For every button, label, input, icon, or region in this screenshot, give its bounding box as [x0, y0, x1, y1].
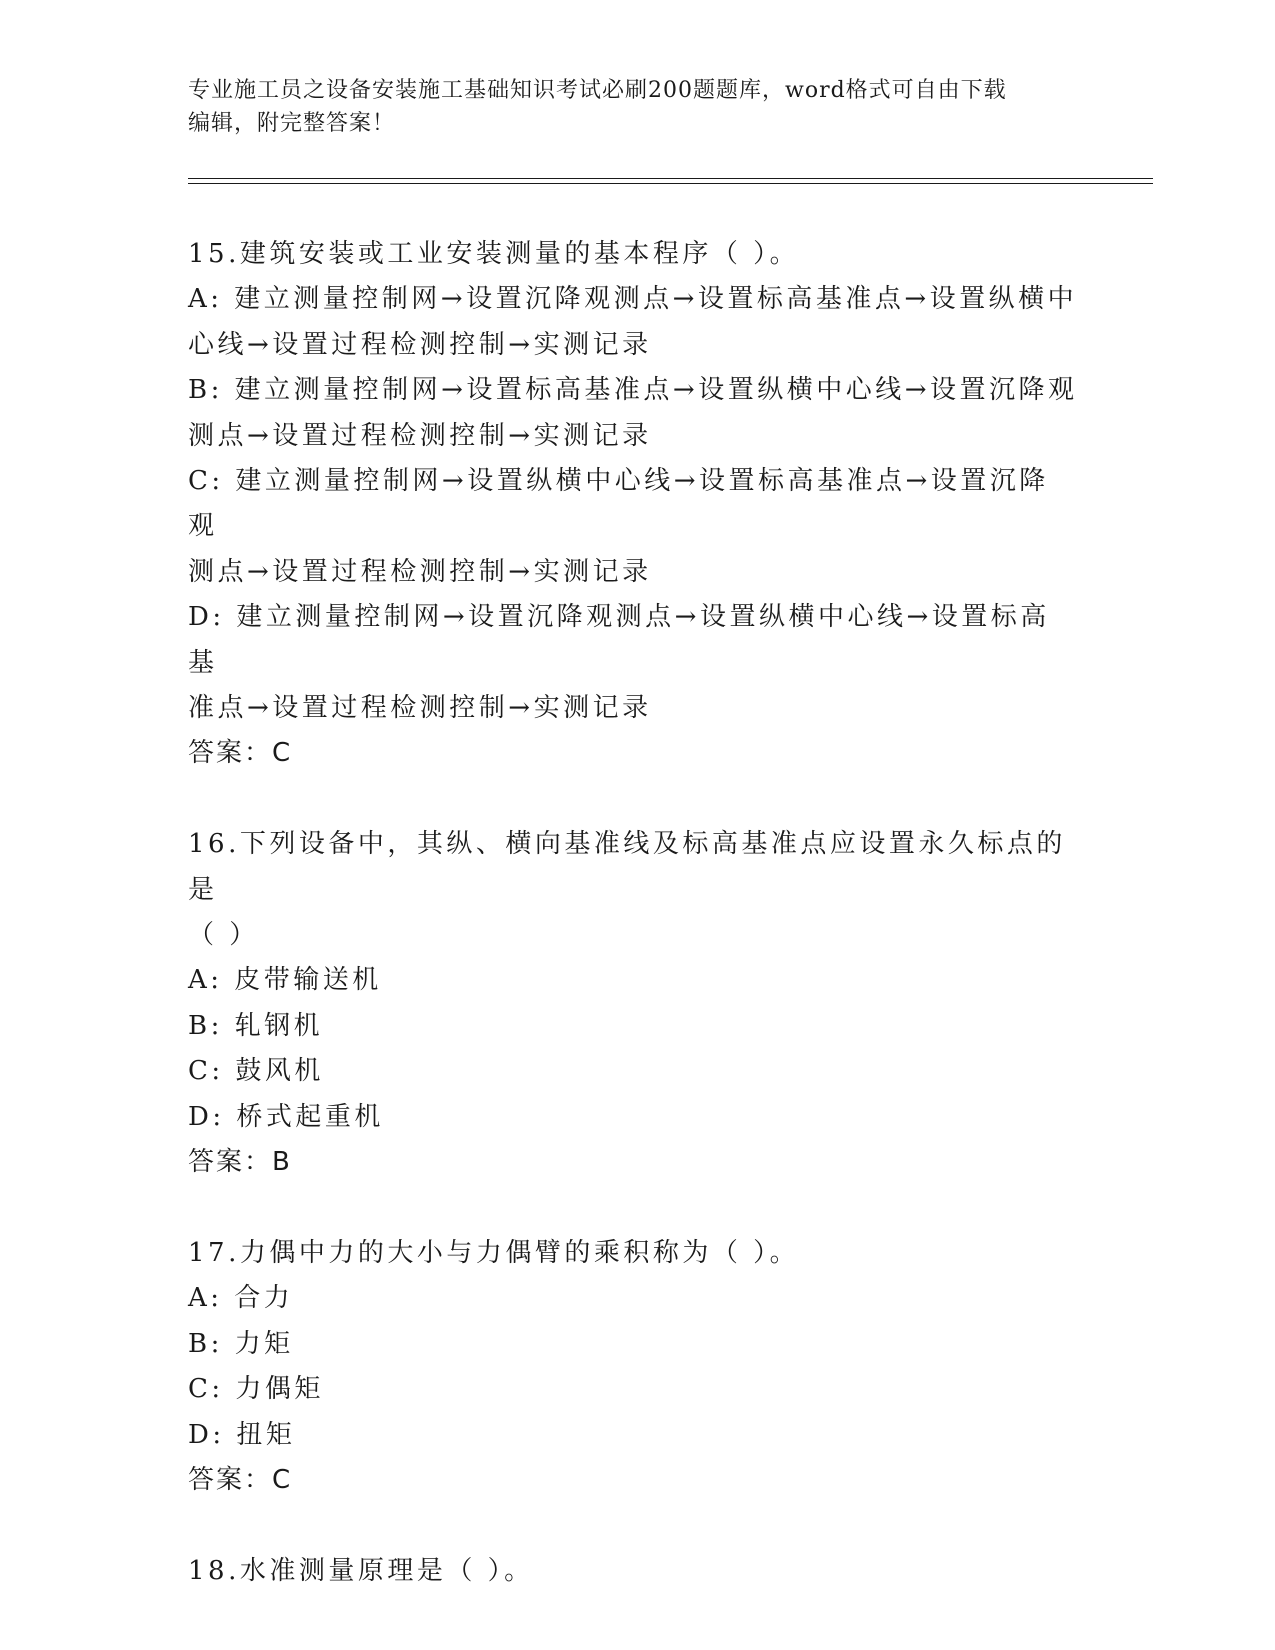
option-a-continued: 心线→设置过程检测控制→实测记录 — [188, 329, 652, 360]
header-line: 编辑，附完整答案！ — [188, 111, 396, 136]
option-b-continued: 测点→设置过程检测控制→实测记录 — [188, 420, 652, 451]
question-17 — [188, 1231, 1078, 1503]
option-d: D: 扭矩 — [188, 1419, 296, 1450]
option-c-continued: 测点→设置过程检测控制→实测记录 — [188, 556, 652, 587]
option-a: A: 建立测量控制网→设置沉降观测点→设置标高基准点→设置纵横中 — [188, 284, 1078, 315]
question-18 — [188, 1549, 1078, 1594]
question-16 — [188, 822, 1078, 1185]
option-a: A: 皮带输送机 — [188, 965, 382, 996]
option-b: B: 轧钢机 — [188, 1010, 324, 1041]
question-stem: 15.建筑安装或工业安装测量的基本程序（ ）。 — [188, 239, 800, 269]
question-15 — [188, 232, 1078, 777]
answer: 答案：C — [188, 1464, 293, 1495]
option-c: C: 建立测量控制网→设置纵横中心线→设置标高基准点→设置沉降观 — [188, 466, 1049, 542]
option-d-continued: 准点→设置过程检测控制→实测记录 — [188, 693, 652, 724]
question-stem: 17.力偶中力的大小与力偶臂的乘积称为（ ）。 — [188, 1237, 800, 1268]
header-line: 专业施工员之设备安装施工基础知识考试必刷200题题库，word格式可自由下载 — [188, 78, 1007, 103]
header-divider — [188, 178, 1153, 179]
option-c: C: 鼓风机 — [188, 1056, 324, 1087]
option-b: B: 建立测量控制网→设置标高基准点→设置纵横中心线→设置沉降观 — [188, 375, 1078, 406]
option-d: D: 桥式起重机 — [188, 1101, 384, 1132]
question-stem: 16.下列设备中，其纵、横向基准线及标高基准点应设置永久标点的是 — [188, 829, 1066, 905]
question-stem-continued: （ ） — [188, 920, 259, 951]
option-d: D: 建立测量控制网→设置沉降观测点→设置纵横中心线→设置标高基 — [188, 602, 1050, 678]
option-b: B: 力矩 — [188, 1328, 294, 1359]
header-divider — [188, 183, 1153, 184]
answer: 答案：C — [188, 738, 293, 769]
option-a: A: 合力 — [188, 1283, 294, 1314]
option-c: C: 力偶矩 — [188, 1374, 324, 1405]
question-list — [188, 232, 1078, 1594]
question-stem: 18.水准测量原理是（ ）。 — [188, 1555, 534, 1586]
answer: 答案：B — [188, 1147, 292, 1178]
page-header — [188, 74, 1068, 140]
